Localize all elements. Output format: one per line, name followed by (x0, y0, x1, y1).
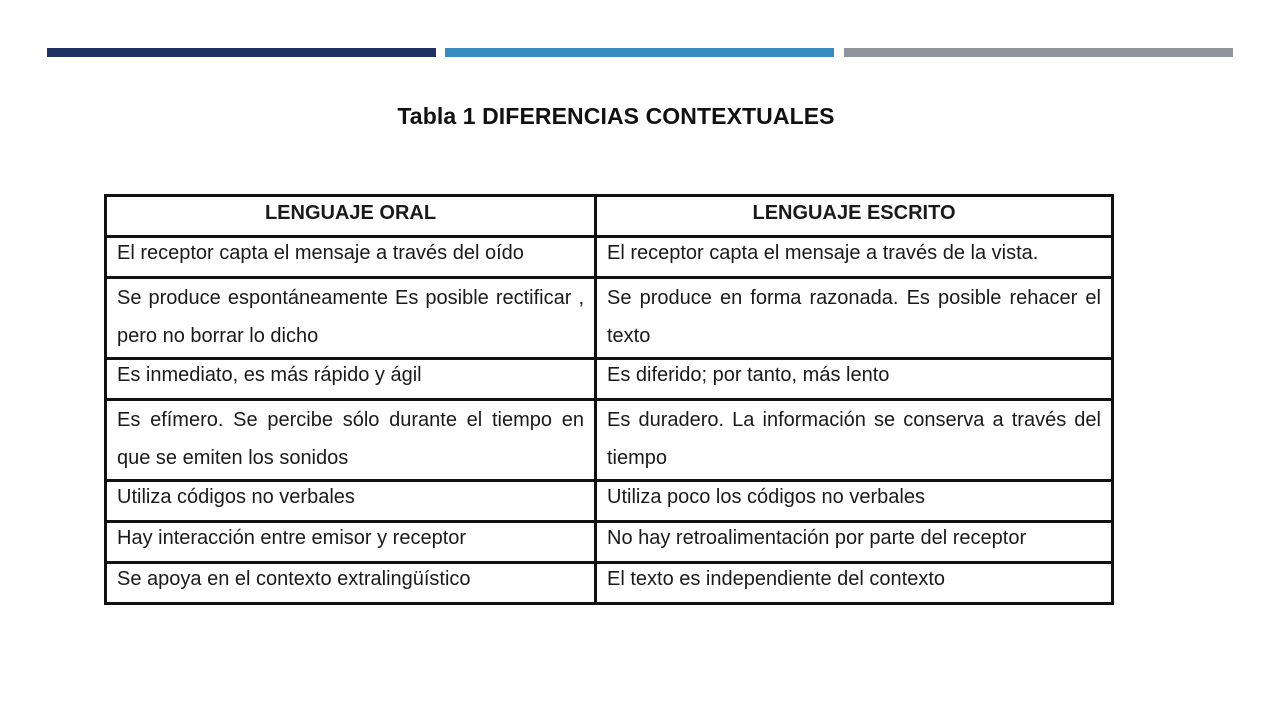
cell-oral: Se produce espontáneamente Es posible rectificar , pero no borrar lo dicho (106, 278, 596, 359)
accent-bar-gray (844, 48, 1233, 57)
cell-oral: Es inmediato, es más rápido y ágil (106, 359, 596, 400)
accent-bar-light-blue (445, 48, 834, 57)
cell-oral: Es efímero. Se percibe sólo durante el tiempo en que se emiten los sonidos (106, 400, 596, 481)
table-row (106, 278, 1113, 359)
table-header-row (106, 196, 1113, 237)
cell-oral: Se apoya en el contexto extralingüístico (106, 563, 596, 604)
table-row (106, 400, 1113, 481)
cell-written: Es duradero. La información se conserva a través del tiempo (596, 400, 1113, 481)
cell-oral: Hay interacción entre emisor y receptor (106, 522, 596, 563)
cell-written: El receptor capta el mensaje a través de la vista. (596, 237, 1113, 278)
cell-written: Utiliza poco los códigos no verbales (596, 481, 1113, 522)
table-row (106, 522, 1113, 563)
table-row (106, 359, 1113, 400)
header-written: LENGUAJE ESCRITO (596, 196, 1113, 237)
header-oral: LENGUAJE ORAL (106, 196, 596, 237)
table-row (106, 563, 1113, 604)
cell-written: El texto es independiente del contexto (596, 563, 1113, 604)
table-row (106, 481, 1113, 522)
differences-table (104, 194, 1114, 605)
cell-written: No hay retroalimentación por parte del receptor (596, 522, 1113, 563)
table-row (106, 237, 1113, 278)
table-title: Tabla 1 DIFERENCIAS CONTEXTUALES (397, 103, 835, 129)
cell-oral: Utiliza códigos no verbales (106, 481, 596, 522)
cell-oral: El receptor capta el mensaje a través del oído (106, 237, 596, 278)
accent-bar-dark-blue (47, 48, 436, 57)
cell-written: Es diferido; por tanto, más lento (596, 359, 1113, 400)
cell-written: Se produce en forma razonada. Es posible rehacer el texto (596, 278, 1113, 359)
